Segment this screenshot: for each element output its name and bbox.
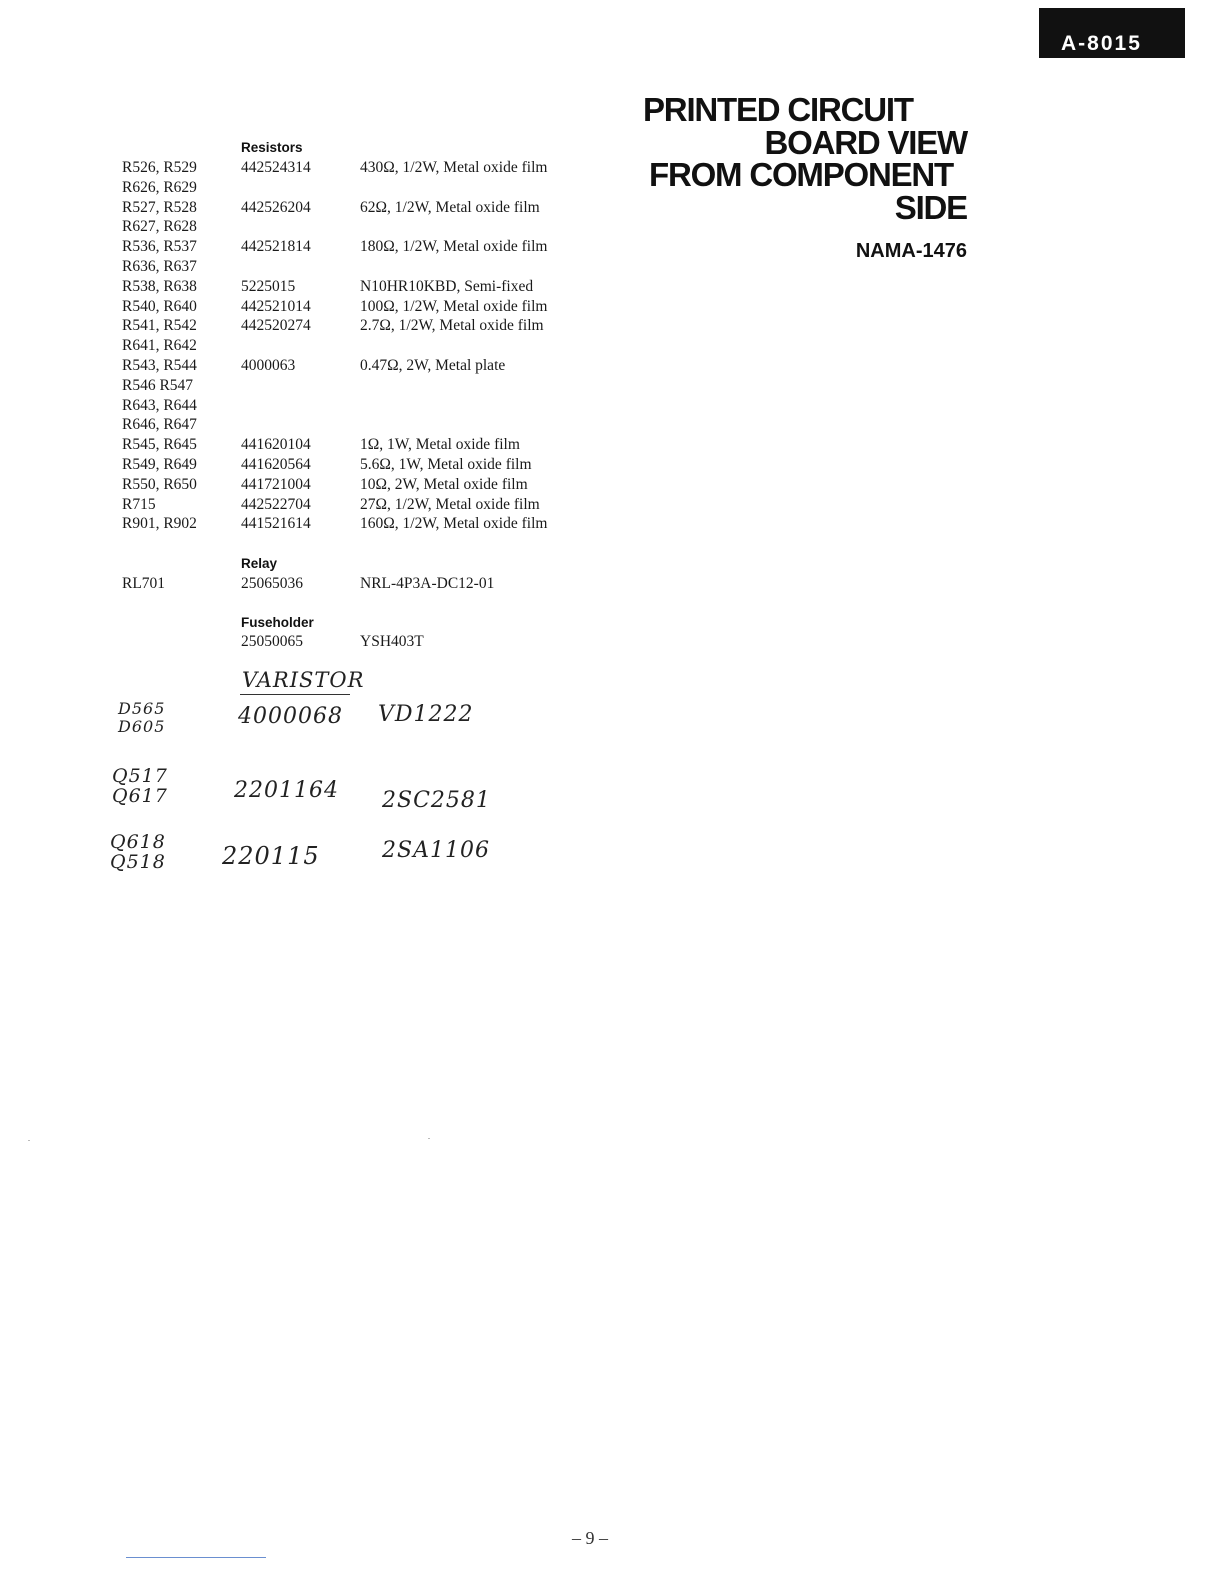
handwritten-ref: D565 [118, 699, 166, 718]
handwritten-part-number: 2201164 [234, 778, 339, 803]
part-description: 2.7Ω, 1/2W, Metal oxide film [360, 317, 544, 335]
ref-designator: R627, R628 [122, 218, 197, 236]
ref-designator: R646, R647 [122, 416, 197, 434]
handwritten-part-number: 220115 [222, 842, 320, 870]
ref-designator: R626, R629 [122, 178, 197, 196]
handwritten-ref: Q518 [110, 851, 166, 873]
section-heading-relay: Relay [241, 556, 278, 571]
ref-designator: R536, R537 [122, 238, 197, 256]
part-description: 180Ω, 1/2W, Metal oxide film [360, 238, 548, 256]
ref-designator: R549, R649 [122, 456, 197, 473]
part-description: NRL-4P3A-DC12-01 [360, 575, 495, 592]
title-line-3: FROM COMPONENT [649, 156, 954, 193]
part-number: 25050065 [241, 633, 303, 650]
part-number: 441721004 [241, 475, 311, 493]
scan-speck [28, 1140, 30, 1141]
page-title [600, 91, 967, 226]
handwritten-underline [240, 694, 350, 695]
handwritten-description: 2SC2581 [382, 788, 491, 813]
part-description: 430Ω, 1/2W, Metal oxide film [360, 159, 548, 176]
part-number: 441620564 [241, 456, 311, 473]
ref-designator: R641, R642 [122, 337, 197, 355]
title-line-2: BOARD VIEW [764, 123, 967, 161]
page-number: – 9 – [572, 1528, 608, 1548]
ref-designator: R643, R644 [122, 396, 197, 414]
ref-designator: R527, R528 [122, 198, 197, 216]
part-description: 27Ω, 1/2W, Metal oxide film [360, 495, 540, 513]
title-line-1: PRINTED CIRCUIT [643, 91, 913, 128]
ref-designator: R545, R645 [122, 436, 197, 454]
part-description: N10HR10KBD, Semi-fixed [360, 277, 534, 295]
ref-designator: R901, R902 [122, 515, 197, 533]
part-number: 441521614 [241, 515, 311, 533]
ref-designator: RL701 [122, 575, 166, 592]
part-number: 5225015 [241, 277, 296, 295]
ref-designator: R526, R529 [122, 159, 197, 176]
part-description: 62Ω, 1/2W, Metal oxide film [360, 198, 540, 216]
handwritten-varistor-heading: VARISTOR [242, 668, 365, 692]
part-description: 100Ω, 1/2W, Metal oxide film [360, 297, 548, 315]
part-description: 1Ω, 1W, Metal oxide film [360, 436, 520, 454]
ref-designator: R550, R650 [122, 475, 197, 493]
part-description: 10Ω, 2W, Metal oxide film [360, 475, 528, 493]
part-number: 4000063 [241, 357, 296, 374]
section-heading-resistors: Resistors [241, 140, 303, 155]
handwritten-description: VD1222 [378, 702, 474, 727]
handwritten-ref: Q617 [112, 785, 168, 807]
part-description: 160Ω, 1/2W, Metal oxide film [360, 515, 548, 533]
handwritten-part-number: 4000068 [238, 704, 343, 729]
model-number-tab: A-8015 [1039, 8, 1185, 58]
scan-speck [428, 1138, 430, 1139]
part-description: YSH403T [360, 633, 424, 650]
handwritten-ref: Q618 [110, 831, 166, 853]
title-line-4: SIDE [894, 188, 967, 226]
part-number: 441620104 [241, 436, 311, 454]
ref-designator: R541, R542 [122, 317, 197, 335]
part-number: 442520274 [241, 317, 311, 335]
part-description: 0.47Ω, 2W, Metal plate [360, 357, 506, 374]
part-number: 442524314 [241, 159, 311, 176]
part-description: 5.6Ω, 1W, Metal oxide film [360, 456, 532, 473]
part-number: 442526204 [241, 198, 311, 216]
part-number: 25065036 [241, 575, 303, 592]
ref-designator: R636, R637 [122, 258, 197, 275]
handwritten-ref: D605 [118, 717, 166, 736]
section-heading-fuseholder: Fuseholder [241, 615, 314, 630]
ref-designator: R543, R544 [122, 357, 197, 374]
part-number: 442521014 [241, 297, 311, 315]
footer-rule [126, 1557, 266, 1558]
ref-designator: R538, R638 [122, 277, 197, 295]
ref-designator: R715 [122, 495, 156, 513]
part-number: 442521814 [241, 238, 311, 256]
ref-designator: R540, R640 [122, 297, 197, 315]
ref-designator: R546 R547 [122, 376, 194, 394]
part-number: 442522704 [241, 495, 311, 513]
handwritten-ref: Q517 [112, 765, 168, 787]
handwritten-description: 2SA1106 [382, 838, 490, 863]
board-id: NAMA-1476 [855, 240, 967, 262]
